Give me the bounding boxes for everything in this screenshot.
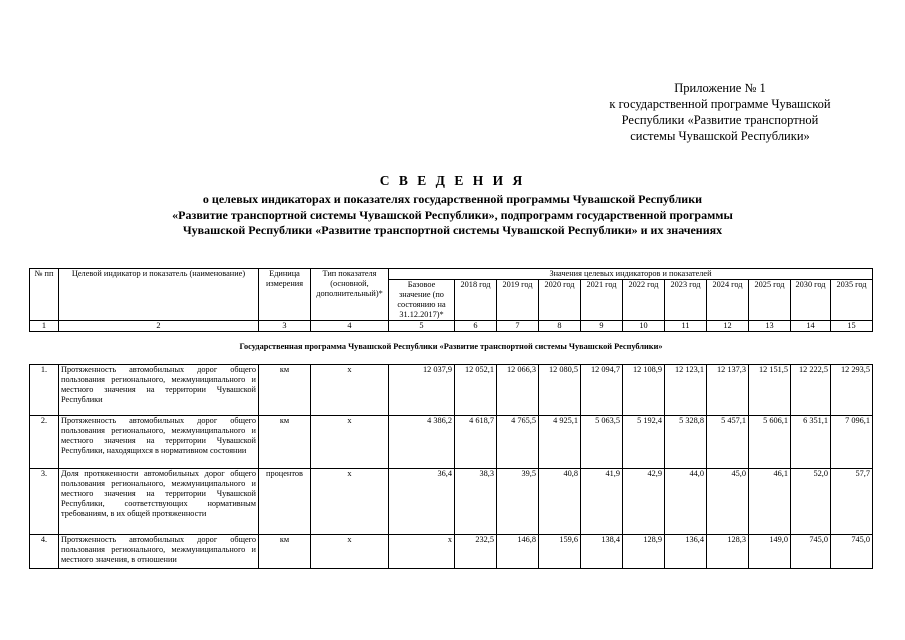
year-value: 12 222,5 <box>791 365 831 416</box>
appendix-line: системы Чувашской Республики» <box>630 129 810 143</box>
column-number: 12 <box>707 321 749 332</box>
year-value: 40,8 <box>539 469 581 535</box>
year-value: 12 151,5 <box>749 365 791 416</box>
year-value: 46,1 <box>749 469 791 535</box>
year-value: 745,0 <box>791 535 831 569</box>
year-value: 136,4 <box>665 535 707 569</box>
year-value: 38,3 <box>455 469 497 535</box>
year-value: 44,0 <box>665 469 707 535</box>
header-unit: Единица измерения <box>259 269 311 321</box>
year-value: 159,6 <box>539 535 581 569</box>
header-year: 2025 год <box>749 280 791 321</box>
table-row <box>30 535 873 569</box>
appendix-note <box>560 80 880 144</box>
row-number: 2. <box>30 416 59 469</box>
year-value: 232,5 <box>455 535 497 569</box>
column-number: 4 <box>311 321 389 332</box>
year-value: 12 293,5 <box>831 365 873 416</box>
header-base: Базовое значение (по состоянию на 31.12.2017)* <box>389 280 455 321</box>
year-value: 12 137,3 <box>707 365 749 416</box>
year-value: 12 094,7 <box>581 365 623 416</box>
row-number: 4. <box>30 535 59 569</box>
column-number: 15 <box>831 321 873 332</box>
year-value: 5 328,8 <box>665 416 707 469</box>
indicator-name: Доля протяженности автомобильных дорог общего пользования регионального, межмуниципального и местного значения на территории Чувашской Республики, соответствующих нормативным требованиям, в их общей протяженности <box>59 469 259 535</box>
year-value: 52,0 <box>791 469 831 535</box>
indicator-name: Протяженность автомобильных дорог общего пользования регионального, межмуниципального и местного значения, в отношении <box>59 535 259 569</box>
year-value: 5 606,1 <box>749 416 791 469</box>
year-value: 5 457,1 <box>707 416 749 469</box>
indicator-name: Протяженность автомобильных дорог общего пользования регионального, межмуниципального и местного значения на территории Чувашской Республики, находящихся в нормативном состоянии <box>59 416 259 469</box>
base-value: х <box>389 535 455 569</box>
header-type: Тип показателя (основной, дополнительный)* <box>311 269 389 321</box>
year-value: 45,0 <box>707 469 749 535</box>
base-value: 36,4 <box>389 469 455 535</box>
unit-cell: процентов <box>259 469 311 535</box>
type-cell: х <box>311 469 389 535</box>
header-year: 2035 год <box>831 280 873 321</box>
year-value: 12 066,3 <box>497 365 539 416</box>
section-title: Государственная программа Чувашской Республики «Развитие транспортной системы Чувашской Республики» <box>239 342 663 351</box>
header-year: 2019 год <box>497 280 539 321</box>
year-value: 745,0 <box>831 535 873 569</box>
year-value: 12 052,1 <box>455 365 497 416</box>
unit-cell: км <box>259 365 311 416</box>
column-number: 7 <box>497 321 539 332</box>
header-year: 2018 год <box>455 280 497 321</box>
base-value: 4 386,2 <box>389 416 455 469</box>
appendix-line: к государственной программе Чувашской <box>609 97 831 111</box>
header-year: 2020 год <box>539 280 581 321</box>
column-number-row <box>30 321 873 332</box>
appendix-line: Приложение № 1 <box>674 81 766 95</box>
year-value: 138,4 <box>581 535 623 569</box>
column-number: 13 <box>749 321 791 332</box>
year-value: 128,9 <box>623 535 665 569</box>
header-year: 2022 год <box>623 280 665 321</box>
year-value: 4 925,1 <box>539 416 581 469</box>
indicator-name: Протяженность автомобильных дорог общего пользования регионального, межмуниципального и местного значения на территории Чувашской Республики <box>59 365 259 416</box>
column-number: 11 <box>665 321 707 332</box>
column-number: 3 <box>259 321 311 332</box>
header-year: 2030 год <box>791 280 831 321</box>
header-indicator: Целевой индикатор и показатель (наименование) <box>59 269 259 321</box>
section-row <box>30 332 873 365</box>
year-value: 12 123,1 <box>665 365 707 416</box>
year-value: 57,7 <box>831 469 873 535</box>
document-subtitle <box>0 192 905 239</box>
type-cell: х <box>311 365 389 416</box>
column-number: 9 <box>581 321 623 332</box>
indicators-table <box>29 268 873 569</box>
column-number: 5 <box>389 321 455 332</box>
appendix-line: Республики «Развитие транспортной <box>621 113 819 127</box>
year-value: 7 096,1 <box>831 416 873 469</box>
subtitle-line: «Развитие транспортной системы Чувашской Республики», подпрограмм государственной программы <box>172 207 733 222</box>
subtitle-line: Чувашской Республики «Развитие транспортной системы Чувашской Республики» и их значениях <box>182 223 723 237</box>
year-value: 149,0 <box>749 535 791 569</box>
header-year: 2021 год <box>581 280 623 321</box>
year-value: 12 080,5 <box>539 365 581 416</box>
year-value: 42,9 <box>623 469 665 535</box>
year-value: 146,8 <box>497 535 539 569</box>
year-value: 41,9 <box>581 469 623 535</box>
header-row <box>30 269 873 280</box>
year-value: 12 108,9 <box>623 365 665 416</box>
type-cell: х <box>311 535 389 569</box>
year-value: 39,5 <box>497 469 539 535</box>
column-number: 2 <box>59 321 259 332</box>
column-number: 8 <box>539 321 581 332</box>
column-number: 6 <box>455 321 497 332</box>
table-row <box>30 416 873 469</box>
year-value: 6 351,1 <box>791 416 831 469</box>
table-row <box>30 469 873 535</box>
header-values-group: Значения целевых индикаторов и показателей <box>389 269 873 280</box>
column-number: 14 <box>791 321 831 332</box>
year-value: 5 063,5 <box>581 416 623 469</box>
column-number: 1 <box>30 321 59 332</box>
subtitle-line: о целевых индикаторах и показателях государственной программы Чувашской Республики <box>202 192 703 206</box>
type-cell: х <box>311 416 389 469</box>
year-value: 128,3 <box>707 535 749 569</box>
unit-cell: км <box>259 416 311 469</box>
column-number: 10 <box>623 321 665 332</box>
header-year: 2023 год <box>665 280 707 321</box>
row-number: 3. <box>30 469 59 535</box>
year-value: 4 765,5 <box>497 416 539 469</box>
year-value: 4 618,7 <box>455 416 497 469</box>
unit-cell: км <box>259 535 311 569</box>
header-num: № пп <box>30 269 59 321</box>
base-value: 12 037,9 <box>389 365 455 416</box>
header-year: 2024 год <box>707 280 749 321</box>
row-number: 1. <box>30 365 59 416</box>
year-value: 5 192,4 <box>623 416 665 469</box>
document-heading: С В Е Д Е Н И Я <box>379 173 526 188</box>
table-row <box>30 365 873 416</box>
